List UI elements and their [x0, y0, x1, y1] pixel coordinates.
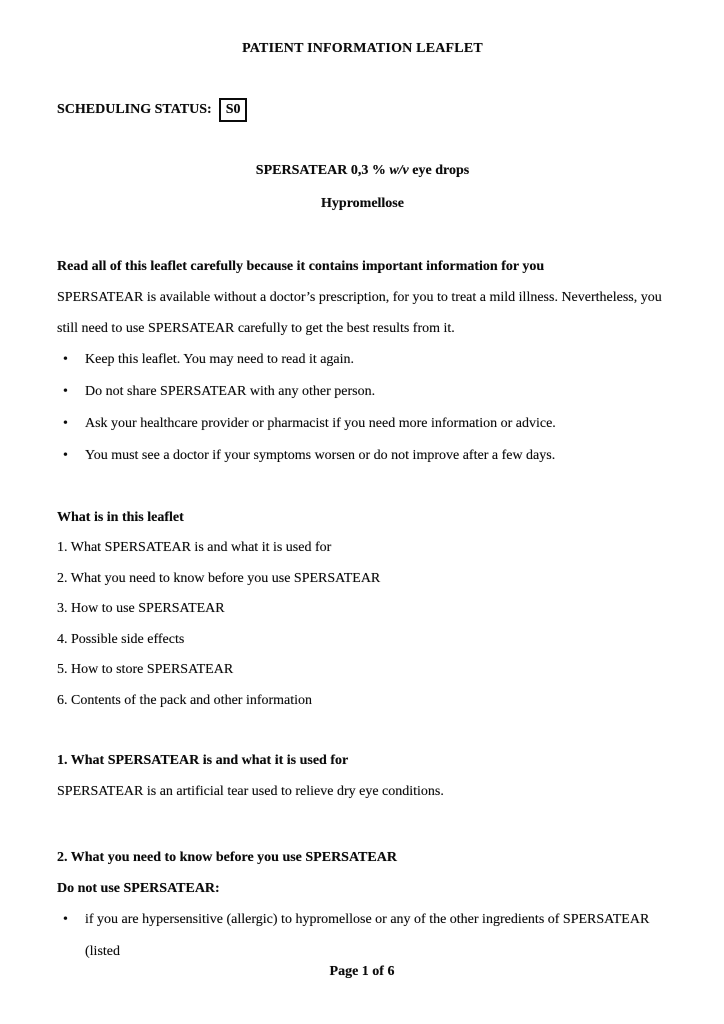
- intro-paragraph: SPERSATEAR is available without a doctor’s prescription, for you to treat a mild illness. Nevertheless, you still need to use SPERSATEAR carefully to get the best results from it.: [57, 290, 662, 336]
- toc-item: 4. Possible side effects: [57, 631, 185, 647]
- scheduling-status-label: SCHEDULING STATUS:: [57, 102, 212, 117]
- list-item: [57, 440, 668, 472]
- intro-heading: Read all of this leaflet carefully because it contains important information for you: [57, 259, 545, 274]
- bullet-text: if you are hypersensitive (allergic) to hypromellose or any of the other ingredients of SPERSATEAR (listed: [85, 912, 650, 959]
- scheduling-status-row: [57, 94, 668, 125]
- list-item: [57, 344, 668, 376]
- bullet-icon: •: [63, 384, 68, 399]
- section2-subheading: Do not use SPERSATEAR:: [57, 881, 220, 896]
- bullet-text: You must see a doctor if your symptoms worsen or do not improve after a few days.: [85, 448, 556, 463]
- section2-heading: 2. What you need to know before you use SPERSATEAR: [57, 850, 397, 865]
- bullet-text: Do not share SPERSATEAR with any other person.: [85, 384, 376, 399]
- intro-bullet-list: [57, 344, 668, 472]
- product-name-wv: w/v: [389, 163, 409, 178]
- bullet-icon: •: [63, 448, 68, 463]
- toc-item: 6. Contents of the pack and other information: [57, 692, 313, 708]
- product-name-end: eye drops: [408, 163, 470, 178]
- bullet-icon: •: [63, 912, 68, 927]
- bullet-text: Ask your healthcare provider or pharmacist if you need more information or advice.: [85, 416, 556, 431]
- toc-item: 2. What you need to know before you use SPERSATEAR: [57, 570, 381, 586]
- active-ingredient: Hypromellose: [321, 196, 404, 211]
- toc-item: 1. What SPERSATEAR is and what it is used for: [57, 540, 332, 555]
- toc-list: [57, 533, 668, 716]
- toc-item: 5. How to store SPERSATEAR: [57, 662, 234, 677]
- list-item: [57, 376, 668, 408]
- product-title: [57, 155, 668, 186]
- scheduling-status-value-box: S0: [219, 98, 248, 122]
- list-item: [57, 408, 668, 440]
- page-number: Page 1 of 6: [329, 964, 395, 979]
- toc-item: 3. How to use SPERSATEAR: [57, 601, 225, 616]
- bullet-icon: •: [63, 416, 68, 431]
- bullet-icon: •: [63, 352, 68, 367]
- product-name-start: SPERSATEAR 0,3 %: [255, 163, 390, 178]
- section1-body: SPERSATEAR is an artificial tear used to relieve dry eye conditions.: [57, 784, 444, 799]
- bullet-text: Keep this leaflet. You may need to read it again.: [85, 352, 355, 367]
- document-title: PATIENT INFORMATION LEAFLET: [242, 41, 483, 56]
- section1-heading: 1. What SPERSATEAR is and what it is used for: [57, 753, 349, 768]
- toc-heading: What is in this leaflet: [57, 510, 184, 525]
